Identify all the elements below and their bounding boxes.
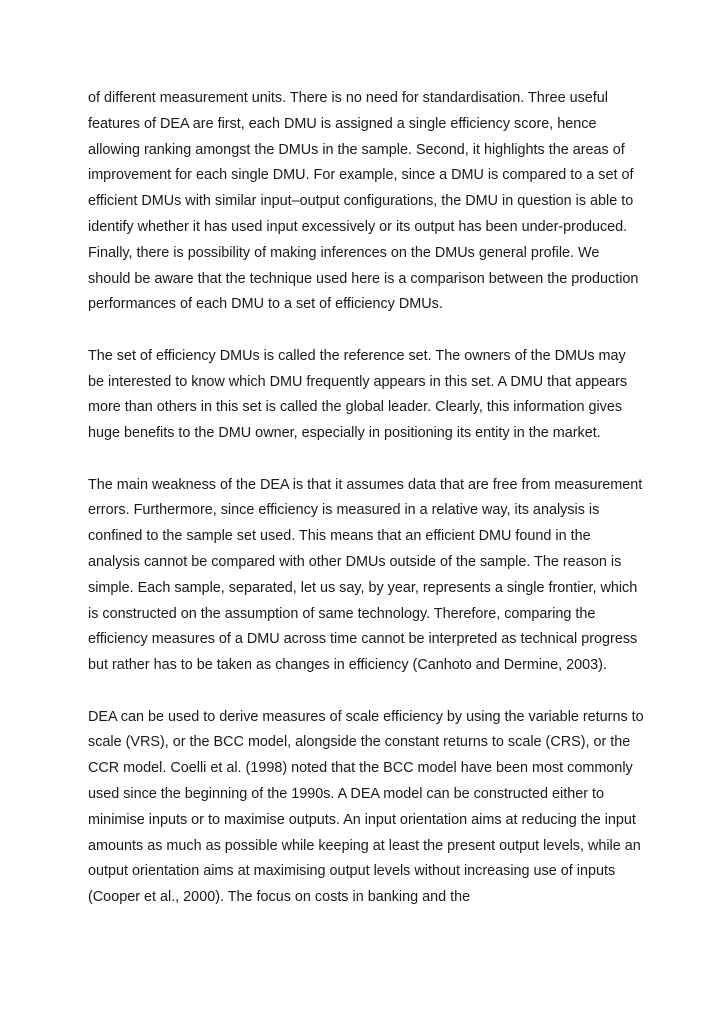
paragraph-reference-set: The set of efficiency DMUs is called the reference set. The owners of the DMUs may be interested to know which DMU frequently appears in this set. A DMU that appears more than others in this set is called the global leader. Clearly, this information gives huge benefits to the DMU owner, especially in positioning its entity in the market. (88, 347, 628, 442)
document-page (88, 86, 644, 911)
paragraph-dea-weakness: The main weakness of the DEA is that it assumes data that are free from measurement errors. Furthermore, since efficiency is measured in a relative way, its analysis is confined to the sample set used. This means that an efficient DMU found in the analysis cannot be compared with other DMUs outside of the sample. The reason is simple. Each sample, separated, let us say, by year, represents a single frontier, which is constructed on the assumption of same technology. Therefore, comparing the efficiency measures of a DMU across time cannot be interpreted as technical progress but rather has to be taken as changes in efficiency (Canhoto and Dermine, 2003). (88, 476, 643, 674)
paragraph-dea-features: of different measurement units. There is no need for standardisation. Three useful features of DEA are first, each DMU is assigned a single efficiency score, hence allowing ranking amongst the DMUs in the sample. Second, it highlights the areas of improvement for each single DMU. For example, since a DMU is compared to a set of efficient DMUs with similar input–output configurations, the DMU in question is able to identify whether it has used input excessively or its output has been under-produced. Finally, there is possibility of making inferences on the DMUs general profile. We should be aware that the technique used here is a comparison between the production performances of each DMU to a set of efficiency DMUs. (88, 90, 639, 313)
paragraph-scale-efficiency: DEA can be used to derive measures of scale efficiency by using the variable returns to scale (VRS), or the BCC model, alongside the constant returns to scale (CRS), or the CCR model. Coelli et al. (1998) noted that the BCC model have been most commonly used since the beginning of the 1990s. A DEA model can be constructed either to minimise inputs or to maximise outputs. An input orientation aims at reducing the input amounts as much as possible while keeping at least the present output levels, while an output orientation aims at maximising output levels without increasing use of inputs (Cooper et al., 2000). The focus on costs in banking and the (88, 708, 644, 906)
